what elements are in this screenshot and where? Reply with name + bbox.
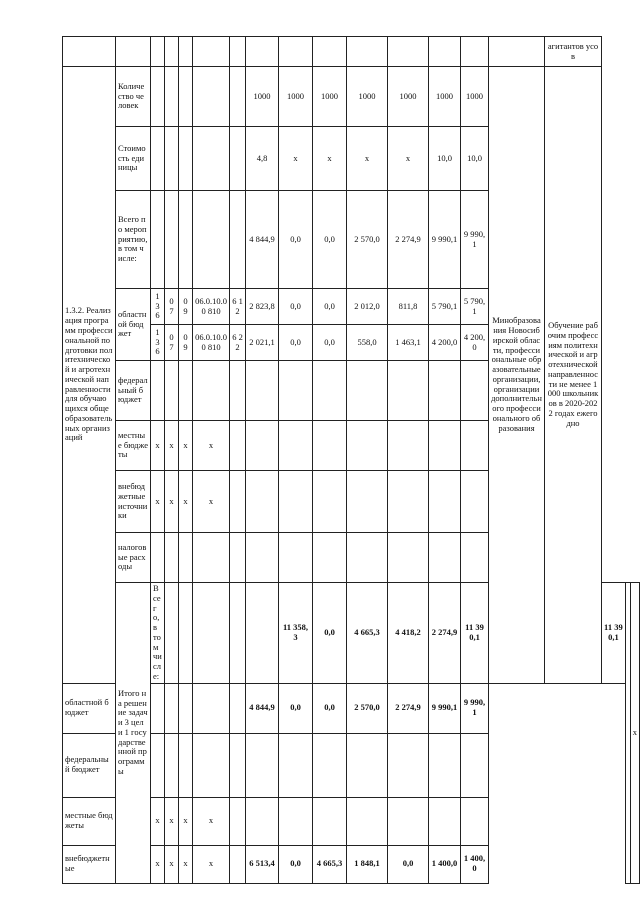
code-cell: 0 7 xyxy=(165,325,179,361)
value-cell: 2 570,0 xyxy=(347,683,388,733)
value-cell: x xyxy=(313,127,347,191)
value-cell: 10,0 xyxy=(461,127,489,191)
value-cell: 1000 xyxy=(347,67,388,127)
value-cell: 2 570,0 xyxy=(347,191,388,289)
code-cell: 0 9 xyxy=(179,289,193,325)
row-label: местные бюджеты xyxy=(116,421,151,471)
value-cell: 0,0 xyxy=(279,191,313,289)
value-cell: 11 390,1 xyxy=(602,583,626,684)
code-cell: x xyxy=(165,471,179,533)
row-label: Всего, в том числе: xyxy=(151,583,165,684)
code-cell: x xyxy=(193,471,230,533)
value-cell: 2 274,9 xyxy=(388,683,429,733)
value-cell: 4 200,0 xyxy=(461,325,489,361)
value-cell: 2 012,0 xyxy=(347,289,388,325)
code-cell: x xyxy=(193,845,230,883)
value-cell: 4 665,3 xyxy=(313,845,347,883)
code-cell: x xyxy=(151,421,165,471)
value-cell: 5 790,1 xyxy=(429,289,461,325)
row-label: местные бюджеты xyxy=(63,797,116,845)
value-cell: 9 990,1 xyxy=(429,683,461,733)
value-cell: 9 990,1 xyxy=(461,191,489,289)
value-cell: 1000 xyxy=(461,67,489,127)
value-cell: 11 358,3 xyxy=(279,583,313,684)
value-cell: 11 390,1 xyxy=(461,583,489,684)
total-name: Итого на решение задачи 3 цели 1 государственной программы xyxy=(116,583,151,884)
code-cell: x xyxy=(165,797,179,845)
value-cell: 0,0 xyxy=(388,845,429,883)
row-label: областной бюджет xyxy=(63,683,116,733)
value-cell: 0,0 xyxy=(313,683,347,733)
result-cell: агитантов усов xyxy=(545,37,602,67)
row-label: внебюджетные xyxy=(63,845,116,883)
result-cell: x xyxy=(630,583,639,884)
value-cell: 1 463,1 xyxy=(388,325,429,361)
table-row xyxy=(63,67,640,127)
value-cell: 2 021,1 xyxy=(246,325,279,361)
value-cell: 558,0 xyxy=(347,325,388,361)
value-cell: 1 848,1 xyxy=(347,845,388,883)
value-cell: 0,0 xyxy=(279,325,313,361)
code-cell: 06.0.10.00 810 xyxy=(193,325,230,361)
value-cell: 0,0 xyxy=(313,289,347,325)
value-cell: 9 990,1 xyxy=(429,191,461,289)
code-cell: x xyxy=(151,471,165,533)
value-cell: 2 274,9 xyxy=(429,583,461,684)
value-cell: 2 274,9 xyxy=(388,191,429,289)
value-cell: 9 990,1 xyxy=(461,683,489,733)
value-cell: 0,0 xyxy=(313,191,347,289)
program-table xyxy=(62,36,640,884)
row-label: Стоимость единицы xyxy=(116,127,151,191)
executor-cell: Минобразования Новосибирской области, профессиональные образовательные организации, организации дополнительного профессионального образования xyxy=(489,67,545,684)
value-cell: x xyxy=(279,127,313,191)
value-cell: 6 513,4 xyxy=(246,845,279,883)
value-cell: 1 400,0 xyxy=(429,845,461,883)
code-cell: x xyxy=(193,797,230,845)
code-cell: x xyxy=(179,421,193,471)
value-cell: 1000 xyxy=(429,67,461,127)
value-cell: 10,0 xyxy=(429,127,461,191)
value-cell: 4 665,3 xyxy=(347,583,388,684)
value-cell: 5 790,1 xyxy=(461,289,489,325)
continuation-row xyxy=(63,37,640,67)
value-cell: 1000 xyxy=(246,67,279,127)
code-cell: 6 2 2 xyxy=(230,325,246,361)
code-cell: x xyxy=(179,797,193,845)
row-label: Количество человек xyxy=(116,67,151,127)
code-cell: 06.0.10.00 810 xyxy=(193,289,230,325)
value-cell: x xyxy=(388,127,429,191)
value-cell: 1000 xyxy=(313,67,347,127)
row-label: налоговые расходы xyxy=(116,533,151,583)
value-cell: 4,8 xyxy=(246,127,279,191)
value-cell: 0,0 xyxy=(279,845,313,883)
value-cell: 0,0 xyxy=(313,583,347,684)
value-cell: 811,8 xyxy=(388,289,429,325)
row-label: внебюджетные источники xyxy=(116,471,151,533)
value-cell: 4 844,9 xyxy=(246,191,279,289)
result-cell: Обучение рабочим профессиям политехнической и агротехнической направленности не менее 1000 школьников в 2020-2022 годах ежегодно xyxy=(545,67,602,684)
row-label: федеральный бюджет xyxy=(63,733,116,797)
value-cell: x xyxy=(347,127,388,191)
value-cell: 1000 xyxy=(279,67,313,127)
code-cell: x xyxy=(151,845,165,883)
row-label: федеральный бюджет xyxy=(116,361,151,421)
code-cell: 6 1 2 xyxy=(230,289,246,325)
value-cell: 1000 xyxy=(388,67,429,127)
code-cell: x xyxy=(193,421,230,471)
value-cell: 1 400,0 xyxy=(461,845,489,883)
measure-name: 1.3.2. Реализация программ профессиональной подготовки политехнической и агротехнической направленности для обучающихся общеобразовательных организаций xyxy=(63,67,116,684)
value-cell: 4 844,9 xyxy=(246,683,279,733)
code-cell: 1 3 6 xyxy=(151,289,165,325)
value-cell: 2 823,8 xyxy=(246,289,279,325)
code-cell: x xyxy=(179,471,193,533)
code-cell: x xyxy=(179,845,193,883)
code-cell: x xyxy=(151,797,165,845)
value-cell: 4 200,0 xyxy=(429,325,461,361)
code-cell: x xyxy=(165,845,179,883)
row-label: областной бюджет xyxy=(116,289,151,361)
code-cell: 0 9 xyxy=(179,325,193,361)
code-cell: 0 7 xyxy=(165,289,179,325)
value-cell: 0,0 xyxy=(279,683,313,733)
row-label: Всего по мероприятию, в том числе: xyxy=(116,191,151,289)
code-cell: 1 3 6 xyxy=(151,325,165,361)
value-cell: 0,0 xyxy=(313,325,347,361)
code-cell: x xyxy=(165,421,179,471)
value-cell: 4 418,2 xyxy=(388,583,429,684)
value-cell: 0,0 xyxy=(279,289,313,325)
